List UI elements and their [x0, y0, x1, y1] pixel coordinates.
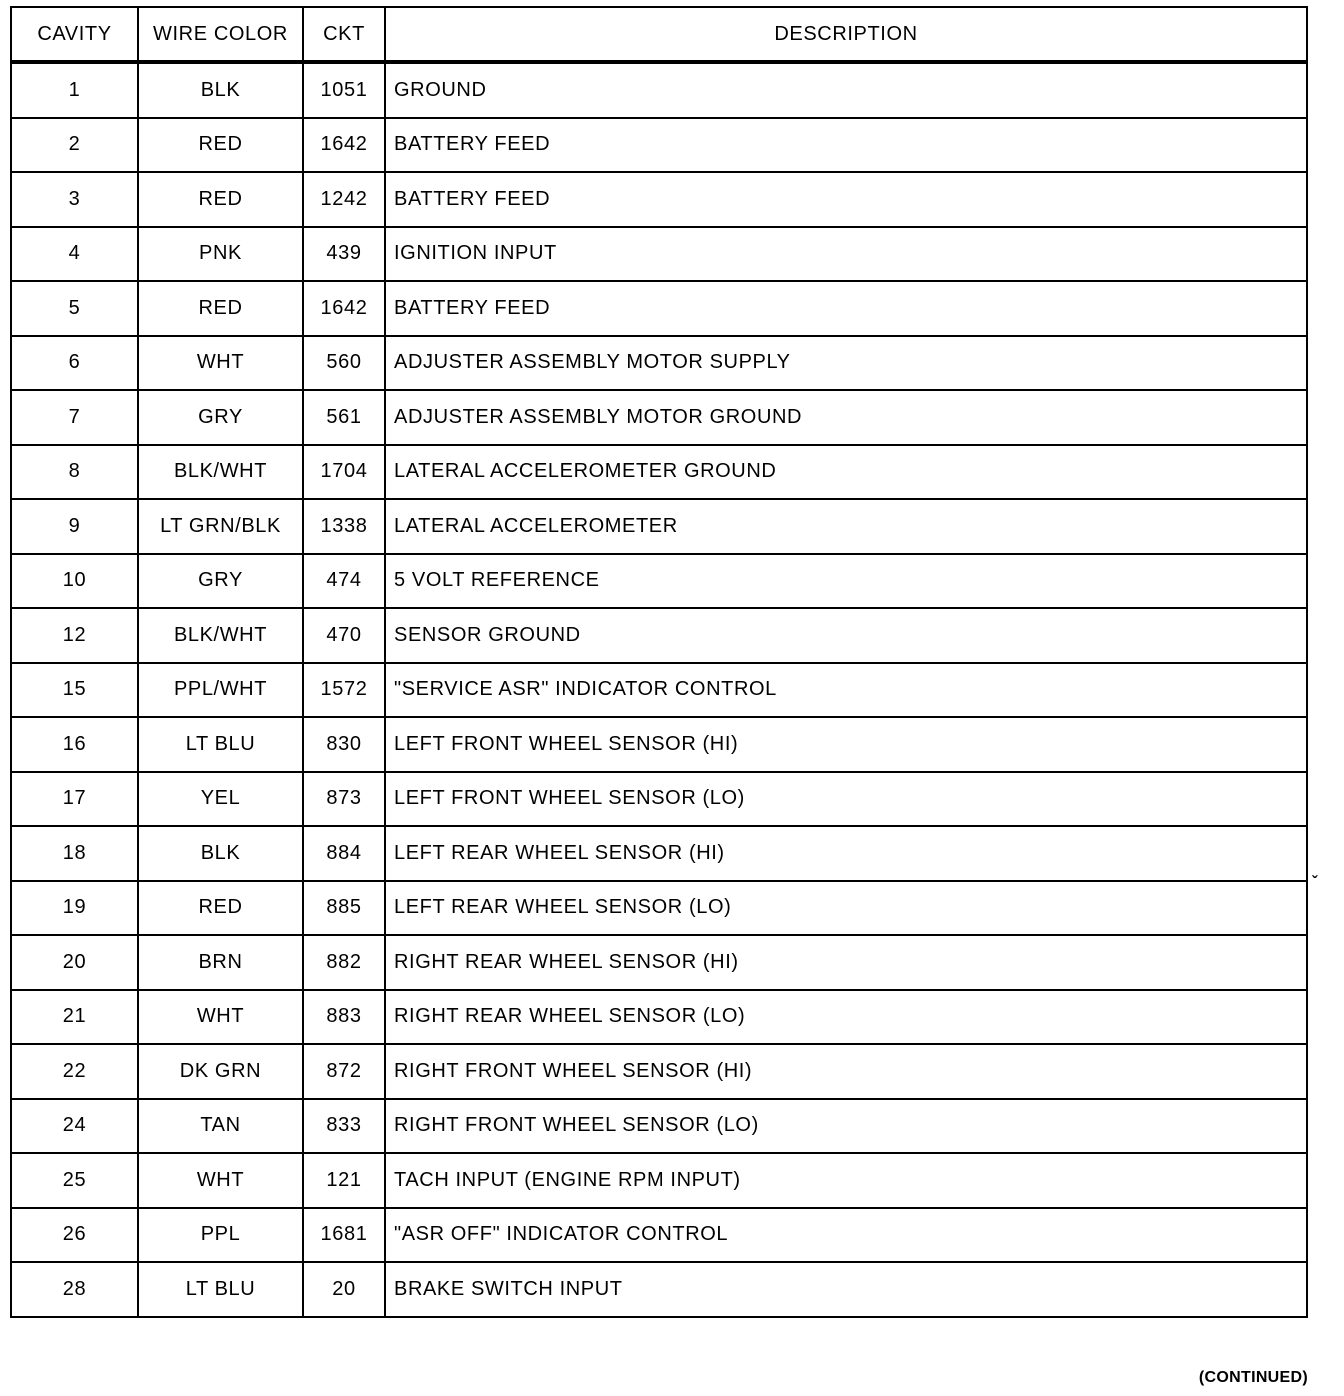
cell-cavity: 10	[11, 554, 138, 609]
cell-cavity: 19	[11, 881, 138, 936]
table-header-row	[11, 7, 1307, 62]
cell-description: RIGHT FRONT WHEEL SENSOR (HI)	[385, 1044, 1307, 1099]
cell-ckt: 1338	[303, 499, 385, 554]
cell-wire-color: TAN	[138, 1099, 303, 1154]
cell-cavity: 24	[11, 1099, 138, 1154]
cell-wire-color: BLK	[138, 62, 303, 118]
cell-cavity: 8	[11, 445, 138, 500]
cell-description: LATERAL ACCELEROMETER	[385, 499, 1307, 554]
cell-ckt: 1642	[303, 281, 385, 336]
cell-ckt: 439	[303, 227, 385, 282]
cell-wire-color: LT BLU	[138, 1262, 303, 1317]
cell-cavity: 20	[11, 935, 138, 990]
cell-cavity: 2	[11, 118, 138, 173]
connector-pinout-table	[10, 6, 1308, 1318]
cell-description: BATTERY FEED	[385, 281, 1307, 336]
table-row	[11, 445, 1307, 500]
cell-wire-color: WHT	[138, 1153, 303, 1208]
table-row	[11, 881, 1307, 936]
cell-description: LEFT FRONT WHEEL SENSOR (HI)	[385, 717, 1307, 772]
cell-wire-color: PPL	[138, 1208, 303, 1263]
continued-note: (CONTINUED)	[1198, 1369, 1308, 1386]
cell-cavity: 22	[11, 1044, 138, 1099]
table-row	[11, 336, 1307, 391]
cell-description: BATTERY FEED	[385, 118, 1307, 173]
cell-wire-color: PPL/WHT	[138, 663, 303, 718]
cell-ckt: 561	[303, 390, 385, 445]
table-row	[11, 608, 1307, 663]
cell-cavity: 25	[11, 1153, 138, 1208]
cell-wire-color: WHT	[138, 336, 303, 391]
cell-ckt: 882	[303, 935, 385, 990]
cell-wire-color: RED	[138, 172, 303, 227]
cell-description: RIGHT REAR WHEEL SENSOR (LO)	[385, 990, 1307, 1045]
cell-description: LATERAL ACCELEROMETER GROUND	[385, 445, 1307, 500]
cell-ckt: 474	[303, 554, 385, 609]
cell-description: SENSOR GROUND	[385, 608, 1307, 663]
table-row	[11, 1262, 1307, 1317]
header-cavity: CAVITY	[11, 7, 138, 62]
header-ckt: CKT	[303, 7, 385, 62]
table-row	[11, 1153, 1307, 1208]
cell-ckt: 873	[303, 772, 385, 827]
cell-description: RIGHT REAR WHEEL SENSOR (HI)	[385, 935, 1307, 990]
cell-ckt: 1681	[303, 1208, 385, 1263]
cell-description: RIGHT FRONT WHEEL SENSOR (LO)	[385, 1099, 1307, 1154]
cell-ckt: 20	[303, 1262, 385, 1317]
cell-description: ADJUSTER ASSEMBLY MOTOR SUPPLY	[385, 336, 1307, 391]
cell-description: "SERVICE ASR" INDICATOR CONTROL	[385, 663, 1307, 718]
cell-cavity: 5	[11, 281, 138, 336]
table-row	[11, 172, 1307, 227]
cell-description: BATTERY FEED	[385, 172, 1307, 227]
cell-wire-color: WHT	[138, 990, 303, 1045]
cell-description: GROUND	[385, 62, 1307, 118]
cell-cavity: 9	[11, 499, 138, 554]
cell-wire-color: BLK/WHT	[138, 445, 303, 500]
cell-wire-color: LT GRN/BLK	[138, 499, 303, 554]
cell-ckt: 833	[303, 1099, 385, 1154]
table-row	[11, 826, 1307, 881]
header-description: DESCRIPTION	[385, 7, 1307, 62]
cell-description: LEFT REAR WHEEL SENSOR (LO)	[385, 881, 1307, 936]
cell-cavity: 28	[11, 1262, 138, 1317]
cell-ckt: 830	[303, 717, 385, 772]
cell-cavity: 1	[11, 62, 138, 118]
cell-ckt: 1051	[303, 62, 385, 118]
cell-wire-color: LT BLU	[138, 717, 303, 772]
header-wire-color: WIRE COLOR	[138, 7, 303, 62]
cell-description: ADJUSTER ASSEMBLY MOTOR GROUND	[385, 390, 1307, 445]
cell-cavity: 26	[11, 1208, 138, 1263]
cell-ckt: 885	[303, 881, 385, 936]
cell-cavity: 16	[11, 717, 138, 772]
table-row	[11, 62, 1307, 118]
table-row	[11, 227, 1307, 282]
cell-cavity: 3	[11, 172, 138, 227]
cell-cavity: 7	[11, 390, 138, 445]
cell-cavity: 12	[11, 608, 138, 663]
cell-wire-color: GRY	[138, 390, 303, 445]
table-body	[11, 62, 1307, 1317]
cell-cavity: 18	[11, 826, 138, 881]
cell-description: LEFT REAR WHEEL SENSOR (HI)	[385, 826, 1307, 881]
cell-wire-color: RED	[138, 881, 303, 936]
cell-cavity: 6	[11, 336, 138, 391]
cell-wire-color: BLK/WHT	[138, 608, 303, 663]
cell-ckt: 884	[303, 826, 385, 881]
cell-description: BRAKE SWITCH INPUT	[385, 1262, 1307, 1317]
cell-ckt: 1242	[303, 172, 385, 227]
cell-description: "ASR OFF" INDICATOR CONTROL	[385, 1208, 1307, 1263]
cell-description: 5 VOLT REFERENCE	[385, 554, 1307, 609]
table-row	[11, 935, 1307, 990]
cell-ckt: 121	[303, 1153, 385, 1208]
cell-wire-color: RED	[138, 281, 303, 336]
cell-cavity: 4	[11, 227, 138, 282]
cell-wire-color: DK GRN	[138, 1044, 303, 1099]
cell-description: IGNITION INPUT	[385, 227, 1307, 282]
table-row	[11, 772, 1307, 827]
margin-mark: ˇ	[1312, 874, 1318, 891]
cell-wire-color: BLK	[138, 826, 303, 881]
table-row	[11, 1099, 1307, 1154]
cell-description: LEFT FRONT WHEEL SENSOR (LO)	[385, 772, 1307, 827]
table-row	[11, 717, 1307, 772]
cell-ckt: 883	[303, 990, 385, 1045]
cell-ckt: 470	[303, 608, 385, 663]
cell-description: TACH INPUT (ENGINE RPM INPUT)	[385, 1153, 1307, 1208]
table-row	[11, 990, 1307, 1045]
cell-ckt: 1642	[303, 118, 385, 173]
cell-wire-color: BRN	[138, 935, 303, 990]
cell-ckt: 560	[303, 336, 385, 391]
table-row	[11, 390, 1307, 445]
table-row	[11, 1044, 1307, 1099]
table-row	[11, 281, 1307, 336]
cell-cavity: 21	[11, 990, 138, 1045]
table-row	[11, 554, 1307, 609]
cell-wire-color: RED	[138, 118, 303, 173]
cell-ckt: 1704	[303, 445, 385, 500]
cell-wire-color: YEL	[138, 772, 303, 827]
table-row	[11, 118, 1307, 173]
cell-ckt: 1572	[303, 663, 385, 718]
table-row	[11, 499, 1307, 554]
cell-wire-color: GRY	[138, 554, 303, 609]
table-row	[11, 663, 1307, 718]
cell-wire-color: PNK	[138, 227, 303, 282]
table-row	[11, 1208, 1307, 1263]
cell-cavity: 15	[11, 663, 138, 718]
cell-cavity: 17	[11, 772, 138, 827]
cell-ckt: 872	[303, 1044, 385, 1099]
